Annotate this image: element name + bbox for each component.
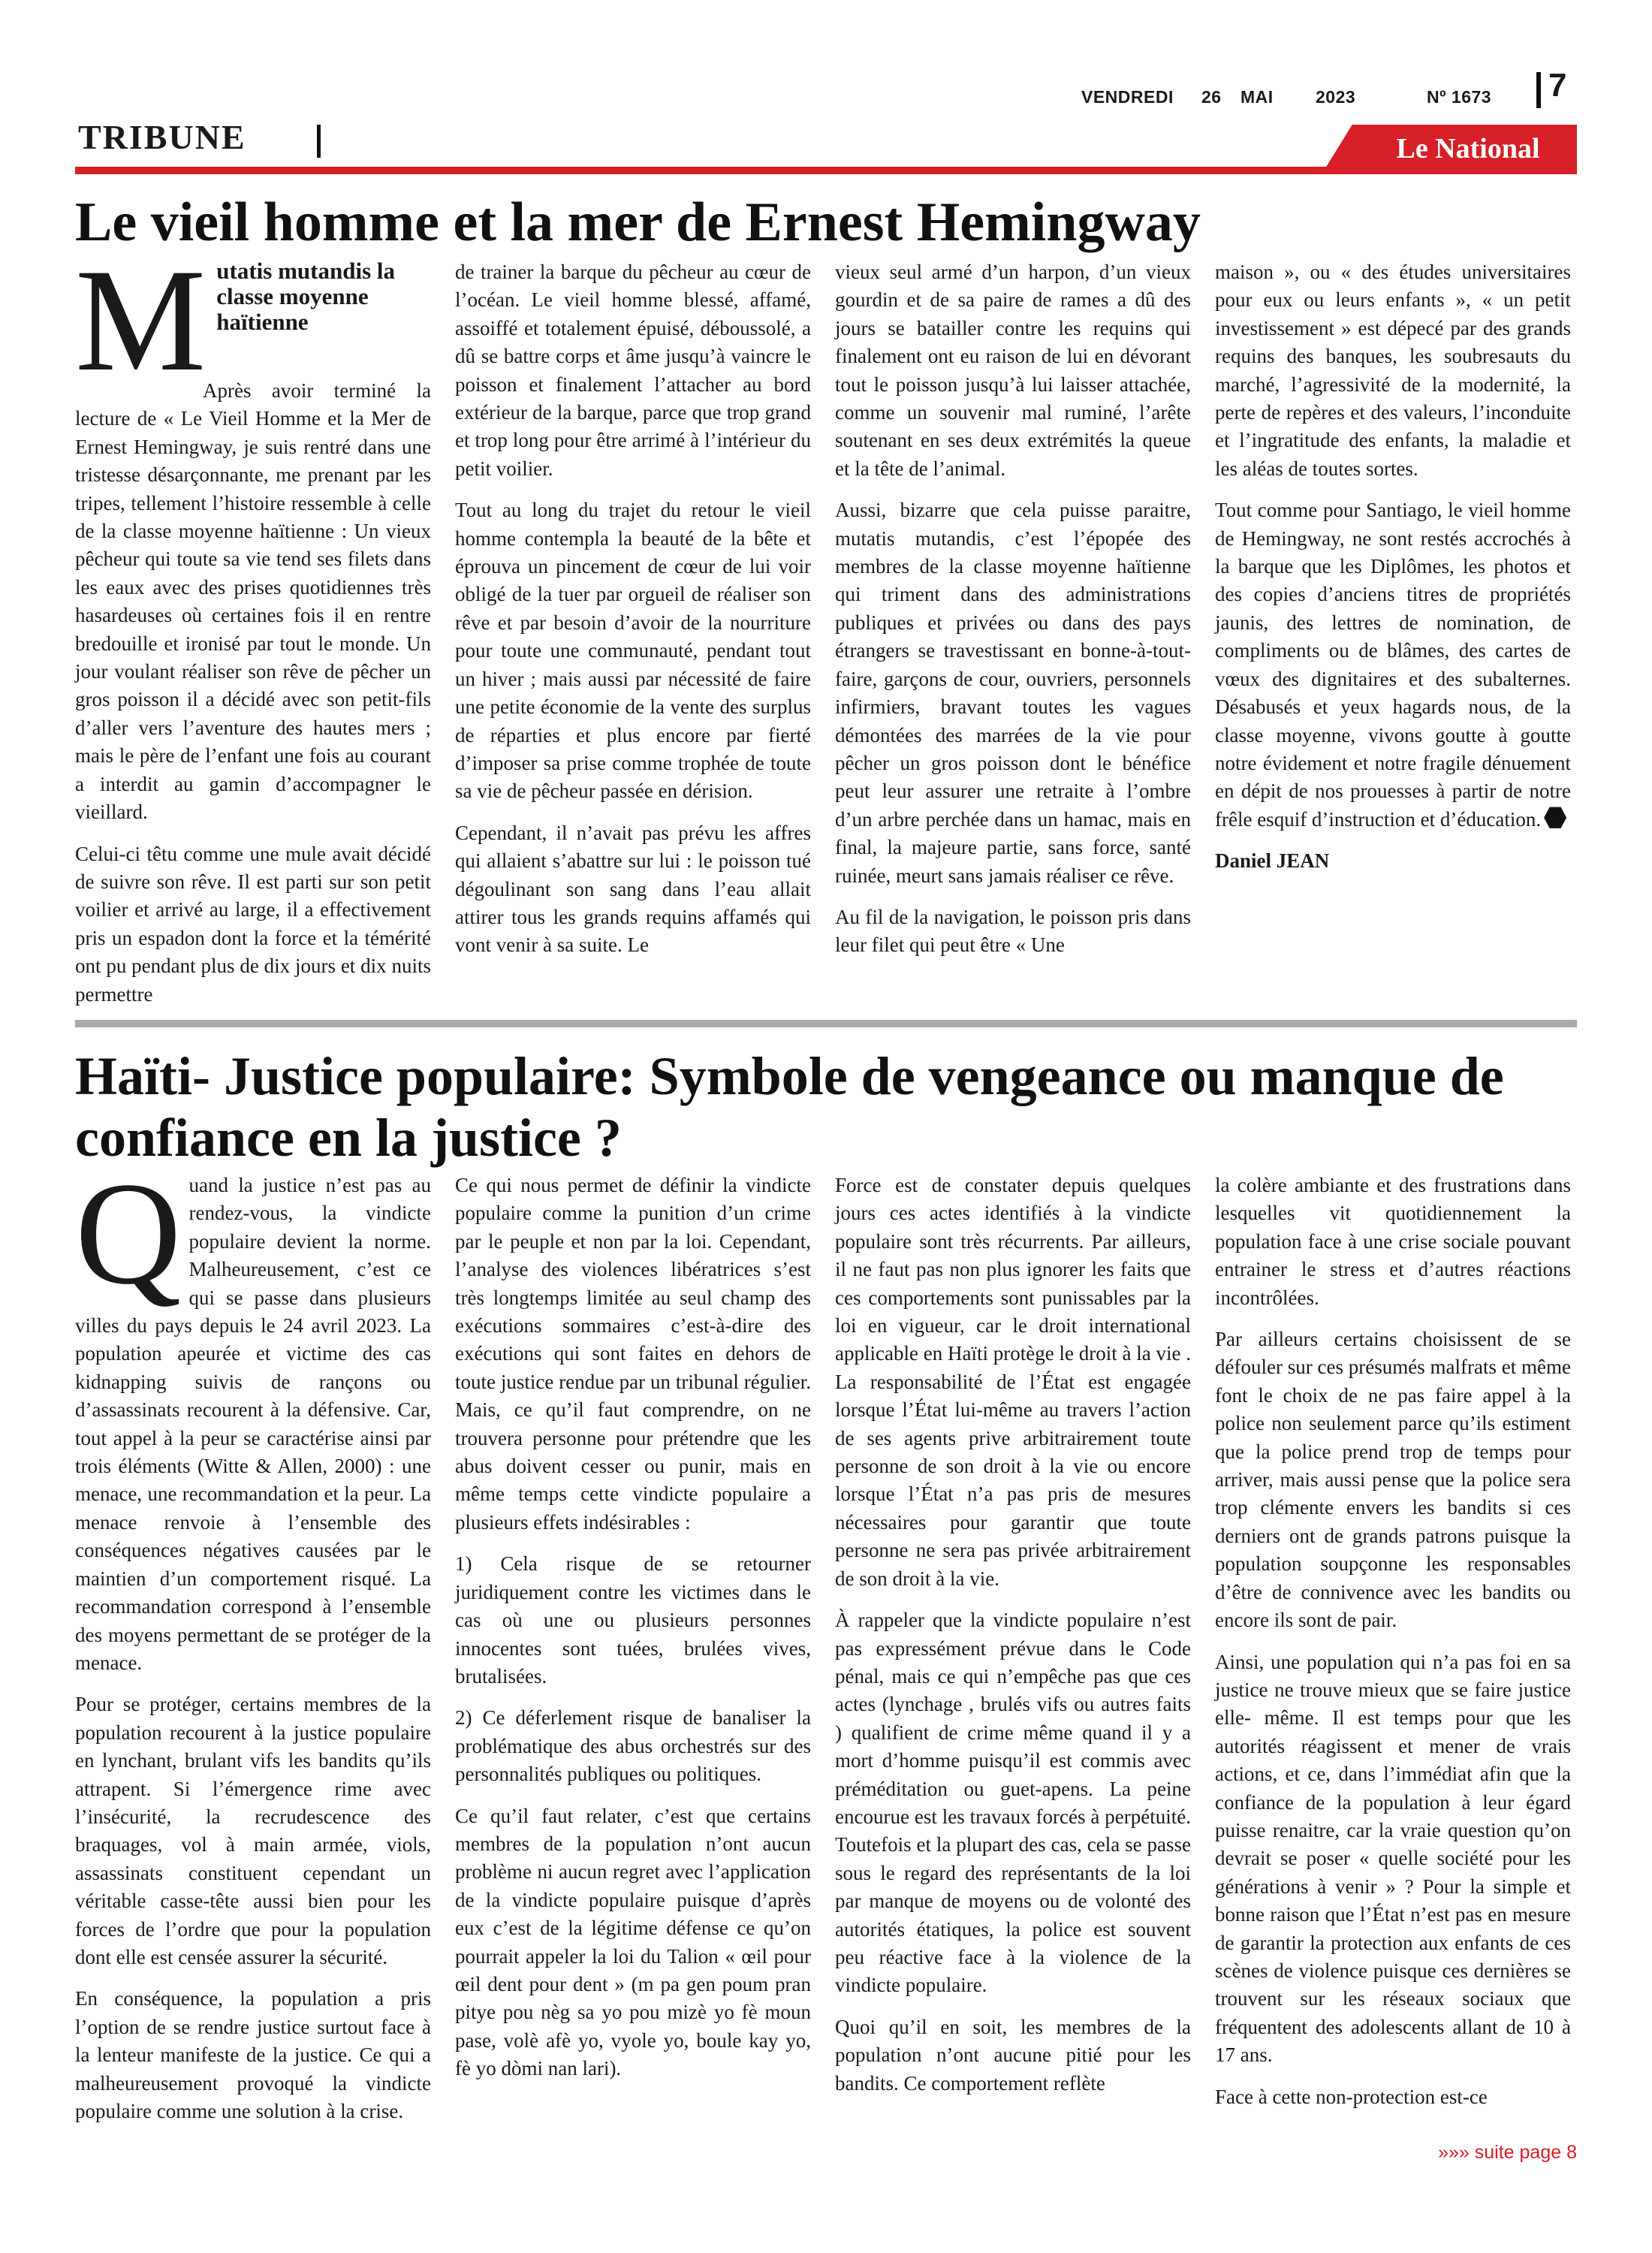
- issue-number: Nº 1673: [1427, 87, 1492, 107]
- paragraph: Pour se protéger, certains membres de la population recourent à la justice populaire en lynchant, brulant vifs les bandits qu’ils attrapent. Si l’émergence rime avec l’insécurité, la recrudescence des braquages, vol à main armée, viols, assassinats constituent cependant un véritable casse-tête aussi bien pour les forces de l’ordre que pour la population dont elle est censée assurer la sécurité.: [75, 1693, 431, 1968]
- paragraph: Après avoir terminé la lecture de « Le Vieil Homme et la Mer de Ernest Hemingway, je suis rentré dans une tristesse désarçonnante, me prenant par les tripes, tellement l’histoire ressemble à celle de la classe moyenne haïtienne : Un vieux pêcheur qui toute sa vie tend ses filets dans les eaux avec des prises quotidiennes très hasardeuses où certaines fois il en rentre bredouille et ironisé par tout le monde. Un jour voulant réaliser son rêve de pêcher un gros poisson il a décidé avec son petit-fils d’aller vers l’aventure des hautes mers ; mais le père de l’enfant une fois au courant a interdit au gamin d’accompagner le vieillard.: [75, 379, 431, 824]
- article1-column-3: [835, 258, 1191, 1009]
- paragraph: Ce qu’il faut relater, c’est que certains membres de la population n’ont aucun problème ni aucun regret avec l’application de la vindicte populaire puisque d’après eux c’est de la légitime défense ce qu’on pourrait appeler la loi du Talion « œil pour œil dent pour dent » (m pa gen poum pran pitye pou nèg sa yo pou mizè yo fè moun pase, volè afè yo, vyole yo, boule kay yo, fè yo dòmi nan lari).: [455, 1804, 811, 2080]
- paragraph: Force est de constater depuis quelques jours ces actes identifiés à la vindicte populaire sont très récurrents. Par ailleurs, il ne faut pas non plus ignorer les faits que ces comportements sont punissables par la loi en vigueur, car le droit international applicable en Haïti protège le droit à la vie . La responsabilité de l’État est engagée lorsque l’État lui-même au travers l’action de ses agents prive arbitrairement toute personne de son droit à la vie ou encore lorsque l’État n’a pas pris de mesures nécessaires pour garantir que toute personne ne sera pas privée arbitrairement de son droit à la vie.: [835, 1174, 1191, 1590]
- paragraph-with-endmark: [1215, 496, 1571, 834]
- paragraph: Quoi qu’il en soit, les membres de la population n’ont aucune pitié pour les bandits. Ce comportement reflète: [835, 2015, 1191, 2095]
- brand-name: Le National: [1396, 133, 1540, 164]
- paragraph: Aussi, bizarre que cela puisse paraitre, mutatis mutandis, c’est l’épopée des membres de la classe moyenne haïtienne qui triment dans des administrations publiques et privées ou dans des pays étrangers se travestissant en bonne-à-tout-faire, garçons de cour, ouvriers, personnels infirmiers, bravant toutes les vagues démontées des marrées de la vie pour pêcher un gros poisson dont le bénéfice peut leur assurer une retraite à l’ombre d’un arbre perchée dans un hamac, mais en final, la majeure partie, sans force, santé ruinée, meurt sans jamais réaliser ce rêve.: [835, 499, 1191, 887]
- paragraph: 1) Cela risque de se retourner juridiquement contre les victimes dans le cas où une ou plusieurs personnes innocentes sont tuées, brulées vives, brutalisées.: [455, 1552, 811, 1687]
- date-line: [1081, 81, 1517, 111]
- paragraph: Ainsi, une population qui n’a pas foi en sa justice ne trouve mieux que se faire justice elle- même. Il est temps pour que les autorités réagissent et mener de vrais actions, et ce, dans l’immédiat afin que la confiance de la population à leur égard puisse renaitre, car la vraie question qu’on devrait se poser « quelle société pour les générations à venir » ? Pour la simple et bonne raison que l’État n’est pas en mesure de garantir la protection aux enfants de ces scènes de violence puisque ces dernières se trouvent sur les réseaux sociaux que fréquentent des adolescents allant de 10 à 17 ans.: [1215, 1650, 1571, 2067]
- article2-column-2: [455, 1172, 811, 2208]
- section-separator: [317, 125, 321, 158]
- article1-title: Le vieil homme et la mer de Ernest Hemingway: [75, 192, 1201, 253]
- paragraph: À rappeler que la vindicte populaire n’est pas expressément prévue dans le Code pénal, mais ce qui n’empêche pas que ces actes (lynchage , brulés vifs ou autres faits ) qualifient de crime même quand il y a mort d’homme puisqu’il est commis avec préméditation ou guet-apens. La peine encourue est les travaux forcés à perpétuité. Toutefois et la plupart des cas, cela se passe sous le regard des représentants de la loi par manque de moyens ou de volonté des autorités étatiques, la police est souvent peu réactive face à la violence de la vindicte populaire.: [835, 1609, 1191, 1997]
- paragraph: Au fil de la navigation, le poisson pris dans leur filet qui peut être « Une: [835, 905, 1191, 957]
- date-month: MAI: [1241, 87, 1274, 107]
- paragraph: 2) Ce déferlement risque de banaliser la problématique des abus orchestrés sur des personnalités publiques ou politiques.: [455, 1706, 811, 1786]
- date-number: 26: [1201, 87, 1222, 107]
- paragraph: Celui-ci têtu comme une mule avait décidé de suivre son rêve. Il est parti sur son petit voilier et arrivé au large, il a effectivement pris un espadon dont la force et la témérité ont pu pendant plus de dix jours et dix nuits permettre: [75, 842, 431, 1006]
- article1-column-1: [75, 239, 431, 1009]
- article1-byline: Daniel JEAN: [1215, 849, 1330, 873]
- paragraph: Ce qui nous permet de définir la vindicte populaire comme la punition d’un crime par le peuple et non par la loi. Cependant, l’analyse des violences libératrices s’est très longtemps limitée au seul champ des exécutions sommaires c’est-à-dire des exécutions qui sont faites en dehors de toute justice rendue par un tribunal régulier. Mais, ce qu’il faut comprendre, on ne trouvera personne pour prétendre que les abus doivent cesser ou punir, mais en même temps cette vindicte populaire a plusieurs effets indésirables :: [455, 1174, 811, 1534]
- paragraph: Tout au long du trajet du retour le vieil homme contempla la beauté de la bête et éprouva un pincement de cœur de lui voir obligé de la tuer par orgueil de réaliser son rêve et par besoin d’avoir de la nourriture pour toute une communauté, pendant tout un hiver ; mais aussi par nécessité de faire une petite économie de la vente des surplus de réparties et plus encore par fierté d’imposer sa prise comme trophée de toute sa vie de pêcheur passée en dérision.: [455, 499, 811, 803]
- article1-dropcap: M: [75, 239, 206, 402]
- paragraph: la colère ambiante et des frustrations dans lesquelles vit quotidiennement la population face à une crise sociale pouvant entrainer le stress et d’autres réactions incontrôlées.: [1215, 1174, 1571, 1309]
- paragraph: En conséquence, la population a pris l’option de se rendre justice surtout face à la lenteur manifeste de la justice. Ce qui a malheureusement provoqué la vindicte populaire comme une solution à la crise.: [75, 1987, 431, 2122]
- paragraph: de trainer la barque du pêcheur au cœur de l’océan. Le vieil homme blessé, affamé, assoiffé et totalement épuisé, déboussolé, a dû se battre corps et âme jusqu’à vaincre le poisson et finalement l’attacher au bord extérieur de la barque, parce que trop grand et trop long pour être arrimé à l’intérieur du petit voilier.: [455, 261, 811, 480]
- article2-column-3: [835, 1172, 1191, 2208]
- paragraph: uand la justice n’est pas au rendez-vous, la vindicte populaire devient la norme. Malheureusement, c’est ce qui se passe dans plusieurs villes du pays depuis le 24 avril 2023. La population apeurée et victime des cas kidnapping suivis de rançons ou d’assassinats recourent à la défensive. Car, tout appel à la peur se caractérise ainsi par trois éléments (Witte & Allen, 2000) : une menace, une recommandation et la peur. La menace renvoie à l’ensemble des conséquences négatives causées par le maintien d’un comportement risqué. La recommandation correspond à l’ensemble des moyens permettant de se protéger de la menace.: [75, 1174, 431, 1674]
- article-divider: [75, 1020, 1577, 1027]
- article1-column-4: [1215, 258, 1571, 1009]
- article2-title: Haïti- Justice populaire: Symbole de vengeance ou manque de confiance en la justice ?: [75, 1046, 1504, 1168]
- end-mark-icon: [1544, 807, 1566, 829]
- article2-column-1: [75, 1152, 431, 2208]
- article2-dropcap: Q: [75, 1152, 182, 1315]
- paragraph-text: Tout comme pour Santiago, le vieil homme de Hemingway, ne sont restés accrochés à la barque que les Diplômes, les photos et des copies d’anciens titres de propriétés jaunis, des lettres de nomination, de compliments ou de blâmes, des cartes de vœux des dignitaires et des subalternes. Désabusés et yeux hagards nous, de la classe moyenne, vivons goutte à goutte notre évidement et notre fragile dénuement en dépit de nos prouesses à partir de notre frêle esquif d’instruction et d’éducation.: [1215, 499, 1571, 831]
- header-separator: [1536, 72, 1541, 108]
- date-day: VENDREDI: [1081, 87, 1174, 107]
- paragraph: Cependant, il n’avait pas prévu les affres qui allaient s’abattre sur lui : le poisson tué dégoulinant son sang dans l’eau allait attirer tous les grands requins affamés qui vont venir à sa suite. Le: [455, 821, 811, 957]
- paragraph: vieux seul armé d’un harpon, d’un vieux gourdin et de sa paire de rames a dû des jours se batailler contre les requins qui finalement ont eu raison de lui en dévorant tout le poisson jusqu’à lui laisser attachée, comme un souvenir mal ruminé, l’arête soutenant en ses deux extrémités la queue et la tête de l’animal.: [835, 261, 1191, 480]
- article2-column-4: [1215, 1172, 1571, 2208]
- continued-link[interactable]: »»» suite page 8: [1438, 2142, 1577, 2163]
- article1-column-2: [455, 258, 811, 1009]
- date-year: 2023: [1316, 87, 1356, 107]
- article1-kicker: utatis mutandis la classe moyenne haïtienne: [216, 258, 396, 335]
- paragraph: maison », ou « des études universitaires pour eux ou leurs enfants », « un petit investissement » est dépecé par des grands requins des banques, les soubresauts du marché, l’agressivité de la modernité, la perte de repères et des valeurs, l’inconduite et l’ingratitude des enfants, la maladie et les aléas de toutes sortes.: [1215, 261, 1571, 480]
- paragraph: Face à cette non-protection est-ce: [1215, 2085, 1488, 2108]
- section-label: TRIBUNE: [78, 118, 246, 156]
- paragraph: Par ailleurs certains choisissent de se défouler sur ces présumés malfrats et même font le choix de ne pas faire appel à la police non seulement parce qu’ils estiment que la police prend trop de temps pour arriver, mais aussi pense que la police sera trop clémente envers les bandits si ces derniers ont de grands patrons puisque la population soupçonne les responsables d’être de connivence avec les bandits ou encore ils sont de pair.: [1215, 1328, 1571, 1632]
- page-number: 7: [1548, 67, 1567, 104]
